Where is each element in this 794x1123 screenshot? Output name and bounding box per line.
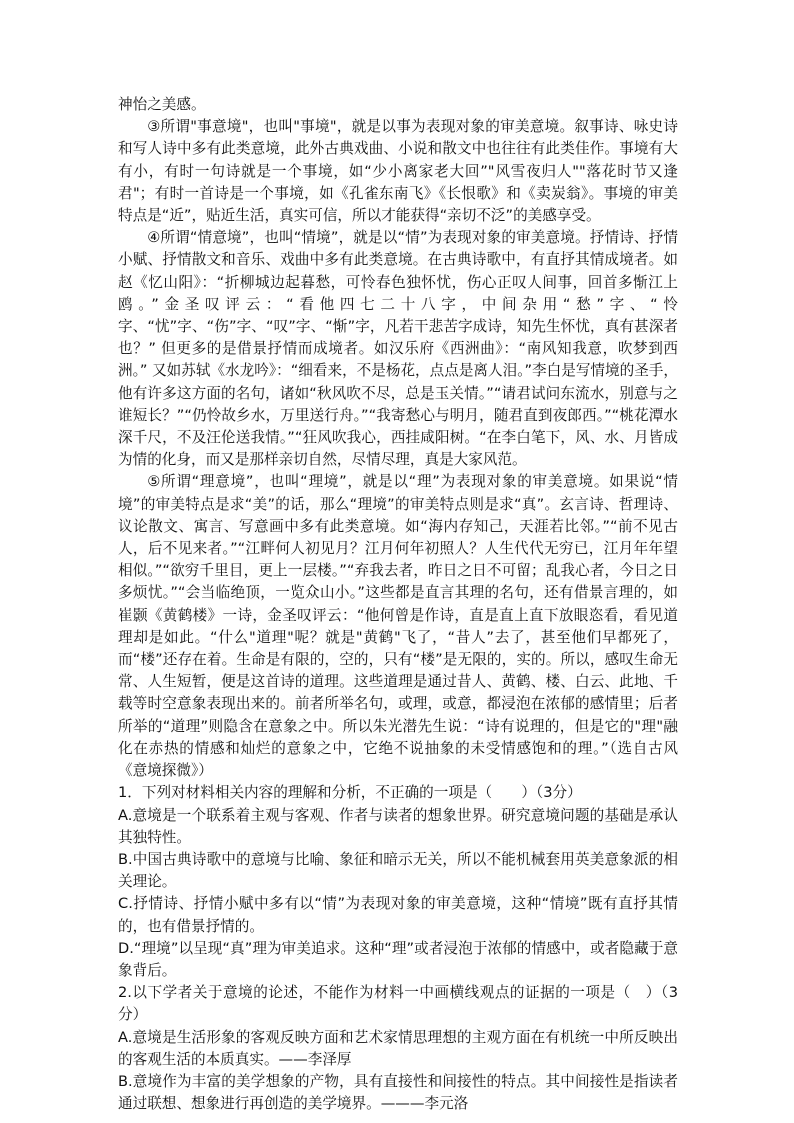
question-stem: 1．下列对材料相关内容的理解和分析，不正确的一项是（ ）（3分）: [118, 784, 582, 802]
option-c: C.抒情诗、抒情小赋中多有以“情”为表现对象的审美意境，这种“情境”既有直抒其情的，也有借景抒情的。: [118, 895, 678, 935]
option-a: A.意境是生活形象的客观反映方面和艺术家情思理想的主观方面在有机统一中所反映出的客观生活的本质真实。——李泽厚: [118, 1028, 678, 1068]
option-d: D.“理境”以呈现“真”理为审美追求。这种“理”或者浸泡于浓郁的情感中，或者隐藏于意象背后。: [118, 939, 678, 979]
document-body: [118, 94, 678, 1115]
paragraph-shi-jingjie: ③所谓"事意境"，也叫"事境"，就是以事为表现对象的审美意境。叙事诗、咏史诗和写人诗中多有此类意境，此外古典戏曲、小说和散文中也往往有此类佳作。事境有大有小，有时一句诗就是一个事境，如“少小离家老大回”"风雪夜归人""落花时节又逢君"；有时一首诗是一个事境，如《孔雀东南飞》《长恨歌》和《卖炭翁》。事境的审美特点是“近”，贴近生活，真实可信，所以才能获得“亲切不泛”的美感享受。: [118, 118, 678, 225]
paragraph-qing-jingjie: ④所谓“情意境”，也叫“情境”，就是以“情”为表现对象的审美意境。抒情诗、抒情小赋、抒情散文和音乐、戏曲中多有此类意境。在古典诗歌中，有直抒其情成境者。如赵《忆山阳》：“折柳城边起暮愁，可怜春色独怀忧，伤心正叹人间事，回首多惭江上鸥。”金圣叹评云：“看他四七二十八字，中间杂用“愁”字、“怜字、“忧”字、“伤”字、“叹”字、“惭”字，凡若干悲苦字成诗，知先生怀忧，真有甚深者也？” 但更多的是借景抒情而成境者。如汉乐府《西洲曲》：“南风知我意，吹梦到西洲。” 又如苏轼《水龙吟》：“细看来，不是杨花，点点是离人泪。”李白是写情境的圣手，他有许多这方面的名句，诸如“秋风吹不尽，总是玉关情。”“请君试问东流水，别意与之谁短长？”“仍怜故乡水，万里送行舟。”“我寄愁心与明月，随君直到夜郎西。”“桃花潭水深千尺，不及汪伦送我情。”“狂风吹我心，西挂咸阳树。“在李白笔下，风、水、月皆成为情的化身，而又是那样亲切自然，尽情尽理，真是大家风范。: [118, 229, 678, 469]
question-2: [118, 982, 678, 1115]
question-1: [118, 782, 678, 982]
option-a: A.意境是一个联系着主观与客观、作者与读者的想象世界。研究意境问题的基础是承认其独特性。: [118, 806, 678, 846]
option-b: B.意境作为丰富的美学想象的产物，具有直接性和间接性的特点。其中间接性是指读者通过联想、想象进行再创造的美学境界。———李元洛: [118, 1072, 678, 1113]
paragraph-li-jingjie: ⑤所谓“理意境”，也叫“理境”，就是以“理”为表现对象的审美意境。如果说“情境”的审美特点是求“美”的话，那么“理境”的审美特点则是求“真”。玄言诗、哲理诗、议论散文、寓言、写意画中多有此类意境。如“海内存知己，天涯若比邻。”“前不见古人，后不见来者。”“江畔何人初见月？江月何年初照人？人生代代无穷已，江月年年望相似。”“欲穷千里目，更上一层楼。”“弃我去者，昨日之日不可留；乱我心者，今日之日多烦忧。”“会当临绝顶，一览众山小。”这些都是直言其理的名句，还有借景言理的，如崔颢《黄鹤楼》一诗，金圣叹评云：“他何曾是作诗，直是直上直下放眼恣看，看见道理却是如此。“什么"道理"呢？就是"黄鹤"飞了，“昔人”去了，甚至他们早都死了，而“楼”还存在着。生命是有限的，空的，只有“楼”是无限的，实的。所以，感叹生命无常、人生短暂，便是这首诗的道理。这些道理是通过昔人、黄鹤、楼、白云、此地、千载等时空意象表现出来的。前者所举名句，或理，或意，都浸泡在浓郁的感情里；后者所举的“道理”则隐含在意象之中。所以朱光潜先生说：“诗有说理的，但是它的"理"融化在赤热的情感和灿烂的意象之中，它绝不说抽象的未受情感饱和的理。”（选自古风《意境探微》）: [118, 473, 678, 780]
option-b: B.中国古典诗歌中的意境与比喻、象征和暗示无关，所以不能机械套用英美意象派的相关理论。: [118, 850, 678, 891]
paragraph-intro: 神怡之美感。: [118, 96, 206, 113]
question-stem: 2.以下学者关于意境的论述，不能作为材料一中画横线观点的证据的一项是（ ）（3分）: [118, 984, 678, 1024]
